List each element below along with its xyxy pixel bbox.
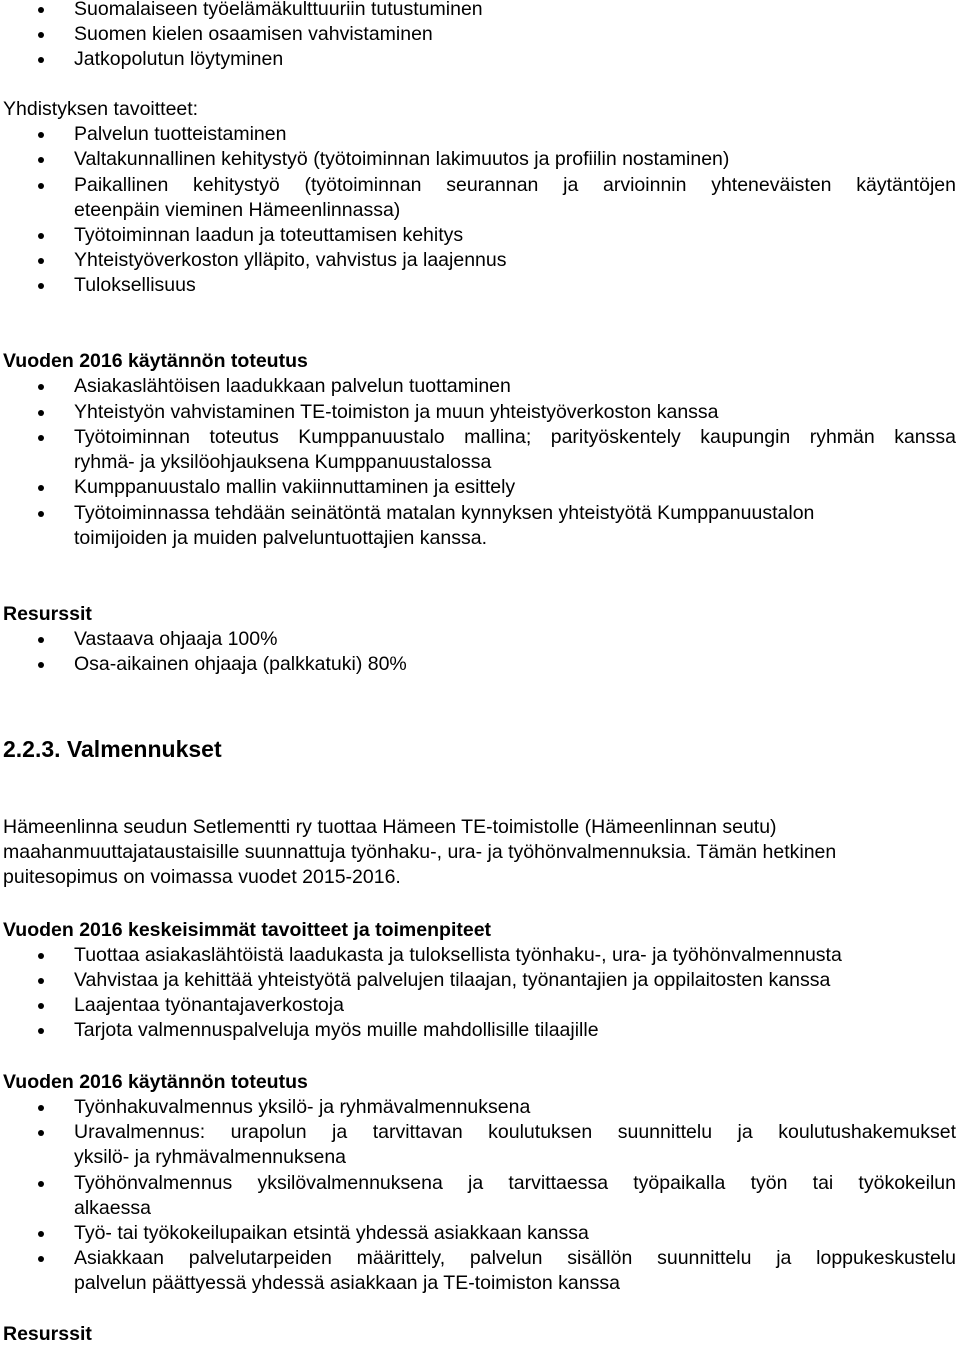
paragraph-line: maahanmuuttajataustaisille suunnattuja työnhaku-, ura- ja työhönvalmennuksia. Tämän hetkinen [3,841,837,863]
list-item: Yhteistyön vahvistaminen TE-toimiston ja muun yhteistyöverkoston kanssa [74,401,719,423]
list-item: Suomen kielen osaamisen vahvistaminen [74,23,433,45]
list-item: Vastaava ohjaaja 100% [74,628,278,650]
list-item: Paikallinen kehitystyö (työtoiminnan seurannan ja arvioinnin yhteneväisten käytäntöjen [74,174,956,196]
bullet-dot [38,157,44,163]
list-item: Kumppanuustalo mallin vakiinnuttaminen ja esittely [74,476,516,498]
list-item: Työtoiminnan laadun ja toteuttamisen kehitys [74,224,464,246]
toteutus-heading: Vuoden 2016 käytännön toteutus [3,350,308,372]
bullet-dot [38,511,44,517]
bullet-dot [38,132,44,138]
list-item-continuation: eteenpäin vieminen Hämeenlinnassa) [74,199,401,221]
list-item: Vahvistaa ja kehittää yhteistyötä palvelujen tilaajan, työnantajien ja oppilaitosten kanssa [74,969,831,991]
bullet-dot [38,258,44,264]
section-heading: 2.2.3. Valmennukset [3,736,222,762]
list-item: Valtakunnallinen kehitystyö (työtoiminnan lakimuutos ja profiilin nostaminen) [74,148,730,170]
bullet-dot [38,435,44,441]
bullet-dot [38,953,44,959]
list-item: Työ- tai työkokeilupaikan etsintä yhdessä asiakkaan kanssa [74,1222,589,1244]
list-item: Yhteistyöverkoston ylläpito, vahvistus ja laajennus [74,249,507,271]
list-item: Palvelun tuotteistaminen [74,123,287,145]
bullet-dot [38,183,44,189]
bullet-dot [38,485,44,491]
bullet-dot [38,662,44,668]
list-item: Asiakkaan palvelutarpeiden määrittely, palvelun sisällön suunnittelu ja loppukeskustelu [74,1247,956,1269]
bullet-dot [38,32,44,38]
list-item: Laajentaa työnantajaverkostoja [74,994,344,1016]
list-item-continuation: palvelun päättyessä yhdessä asiakkaan ja TE-toimiston kanssa [74,1272,620,1294]
bullet-dot [38,233,44,239]
list-item: Työnhakuvalmennus yksilö- ja ryhmävalmennuksena [74,1096,531,1118]
paragraph-line: puitesopimus on voimassa vuodet 2015-2016. [3,866,401,888]
bullet-dot [38,1130,44,1136]
list-item: Työhönvalmennus yksilövalmennuksena ja tarvittaessa työpaikalla työn tai työkokeilun [74,1172,956,1194]
bullet-dot [38,384,44,390]
list-item: Tuloksellisuus [74,274,196,296]
resurssit2-heading: Resurssit [3,1323,92,1345]
bullet-dot [38,57,44,63]
list-item: Suomalaiseen työelämäkulttuuriin tutustuminen [74,0,483,20]
list-item: Osa-aikainen ohjaaja (palkkatuki) 80% [74,653,407,675]
list-item-continuation: ryhmä- ja yksilöohjauksena Kumppanuustalossa [74,451,492,473]
resurssit-heading: Resurssit [3,603,92,625]
list-item-continuation: yksilö- ja ryhmävalmennuksena [74,1146,347,1168]
list-item: Tuottaa asiakaslähtöistä laadukasta ja tuloksellista työnhaku-, ura- ja työhönvalmennusta [74,944,842,966]
list-item: Tarjota valmennuspalveluja myös muille mahdollisille tilaajille [74,1019,599,1041]
bullet-dot [38,1003,44,1009]
list-item-continuation: alkaessa [74,1197,151,1219]
bullet-dot [38,7,44,13]
bullet-dot [38,1256,44,1262]
bullet-dot [38,283,44,289]
list-item: Jatkopolutun löytyminen [74,48,284,70]
bullet-dot [38,1028,44,1034]
yhdistys-heading: Yhdistyksen tavoitteet: [3,98,199,120]
paragraph-line: Hämeenlinna seudun Setlementti ry tuottaa Hämeen TE-toimistolle (Hämeenlinnan seutu) [3,816,777,838]
list-item: Työtoiminnassa tehdään seinätöntä matalan kynnyksen yhteistyötä Kumppanuustalon [74,502,815,524]
list-item: Asiakaslähtöisen laadukkaan palvelun tuottaminen [74,375,511,397]
bullet-dot [38,1105,44,1111]
bullet-dot [38,978,44,984]
tavoitteet-heading: Vuoden 2016 keskeisimmät tavoitteet ja toimenpiteet [3,919,492,941]
toteutus2-heading: Vuoden 2016 käytännön toteutus [3,1071,308,1093]
list-item-continuation: toimijoiden ja muiden palveluntuottajien kanssa. [74,527,488,549]
list-item: Työtoiminnan toteutus Kumppanuustalo mallina; parityöskentely kaupungin ryhmän kanssa [74,426,956,448]
list-item: Uravalmennus: urapolun ja tarvittavan koulutuksen suunnittelu ja koulutushakemukset [74,1121,956,1143]
bullet-dot [38,1181,44,1187]
bullet-dot [38,410,44,416]
bullet-dot [38,1231,44,1237]
bullet-dot [38,637,44,643]
